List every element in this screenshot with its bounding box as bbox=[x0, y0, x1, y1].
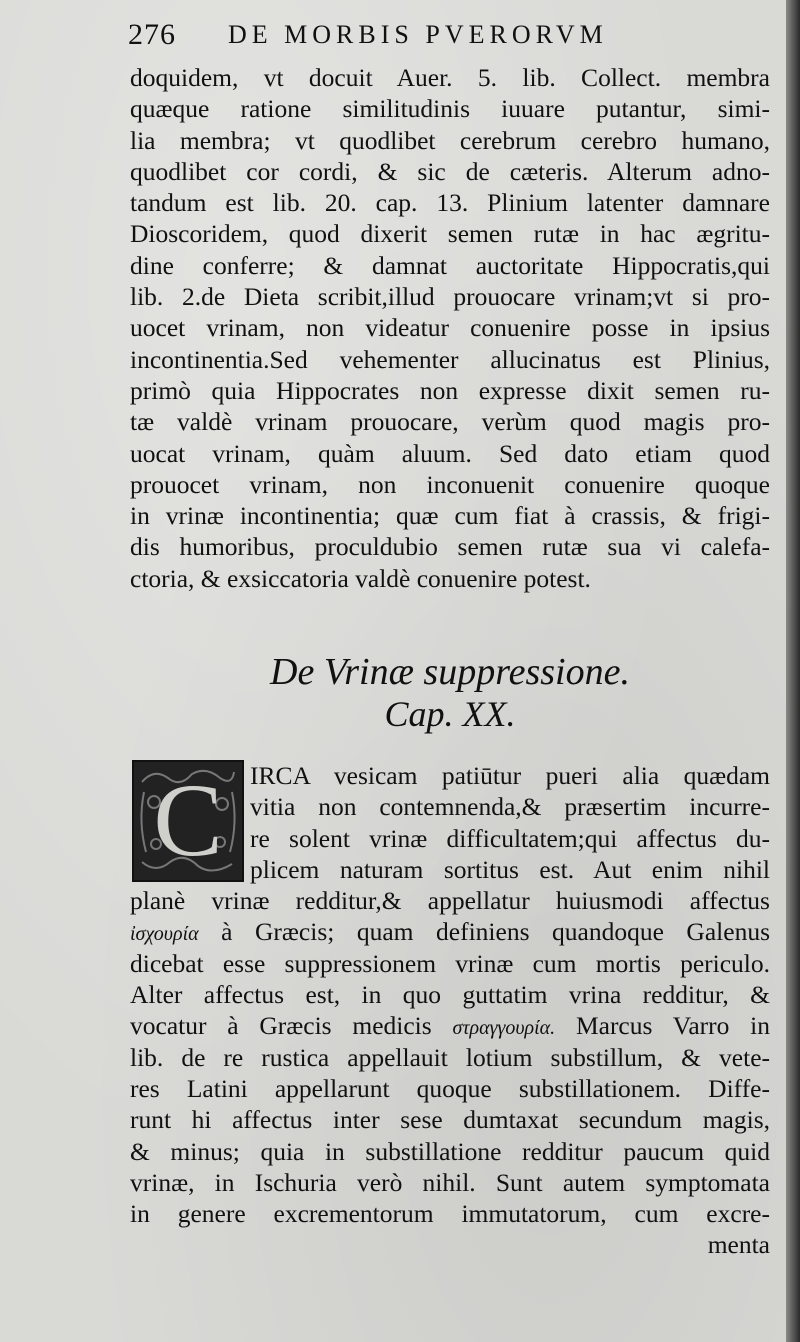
text-line: Alter affectus est, in quo guttatim vrina redditur, & bbox=[130, 980, 770, 1010]
text-line: in genere excrementorum immutatorum, cum excre- bbox=[130, 1199, 770, 1229]
text-line: tæ valdè vrinam prouocare, verùm quod magis pro- bbox=[130, 407, 770, 437]
text-segment: vocatur à Græcis medicis bbox=[130, 1011, 453, 1041]
initial-letter: C bbox=[153, 763, 223, 878]
text-line: vitia non contemnenda,& præsertim incurre- bbox=[250, 792, 770, 822]
text-line: lib. 2.de Dieta scribit,illud prouocare vrinam;vt si pro- bbox=[130, 282, 770, 312]
text-line: res Latini appellarunt quoque substillationem. Diffe- bbox=[130, 1073, 770, 1103]
page-header bbox=[128, 18, 728, 58]
text-line: lia membra; vt quodlibet cerebrum cerebro humano, bbox=[130, 125, 770, 155]
text-line: incontinentia.Sed vehementer allucinatus est Plinius, bbox=[130, 344, 770, 374]
text-line: re solent vrinæ difficultatem;qui affectus du- bbox=[250, 823, 770, 853]
chapter-title: De Vrinæ suppressione. bbox=[270, 651, 630, 693]
text-line: planè vrinæ redditur,& appellatur huiusmodi affectus bbox=[130, 886, 770, 916]
text-segment: Marcus Varro in bbox=[555, 1011, 770, 1041]
text-line: primò quia Hippocrates non expresse dixit semen ru- bbox=[130, 375, 770, 405]
catchword: menta bbox=[707, 1230, 770, 1260]
greek-term: στραγγουρία. bbox=[452, 1017, 556, 1040]
text-line: uocat vrinam, quàm aluum. Sed dato etiam quod bbox=[130, 438, 770, 468]
running-head: DE MORBIS PVERORVM bbox=[228, 20, 608, 49]
text-line: vrinæ, in Ischuria verò nihil. Sunt autem symptomata bbox=[130, 1167, 770, 1197]
text-line: IRCA vesicam patiūtur pueri alia quædam bbox=[250, 761, 770, 790]
chapter-body bbox=[130, 760, 770, 1261]
text-line: & minus; quia in substillatione redditur paucum quid bbox=[130, 1136, 770, 1166]
text-line: dine conferre; & damnat auctoritate Hippocratis,qui bbox=[130, 250, 770, 280]
paragraph-continuation bbox=[130, 62, 770, 594]
text-line: quæque ratione similitudinis iuuare putantur, simi- bbox=[130, 94, 770, 124]
text-line: runt hi affectus inter sese dumtaxat secundum magis, bbox=[130, 1105, 770, 1135]
text-line: tandum est lib. 20. cap. 13. Plinium latenter damnare bbox=[130, 188, 770, 218]
chapter-number: Cap. XX. bbox=[384, 694, 516, 734]
text-line: lib. de re rustica appellauit lotium substillum, & vete- bbox=[130, 1042, 770, 1072]
text-line: doquidem, vt docuit Auer. 5. lib. Collect. membra bbox=[130, 63, 770, 92]
text-line: ctoria, & exsiccatoria valdè conuenire potest. bbox=[130, 563, 591, 593]
page-number: 276 bbox=[128, 18, 176, 51]
greek-term: ἰσχουρία bbox=[130, 923, 199, 946]
text-line: plicem naturam sortitus est. Aut enim nihil bbox=[250, 854, 770, 884]
page-edge-shadow bbox=[786, 0, 800, 1342]
text-line: quodlibet cor cordi, & sic de cæteris. Alterum adno- bbox=[130, 156, 770, 186]
text-line: in vrinæ incontinentia; quæ cum fiat à crassis, & frigi- bbox=[130, 501, 770, 531]
text-line bbox=[130, 916, 770, 947]
text-line: prouocet vrinam, non inconuenit conuenire quoque bbox=[130, 469, 770, 499]
text-line: Dioscoridem, quod dixerit semen rutæ in hac ægritu- bbox=[130, 219, 770, 249]
text-segment: à Græcis; quam definiens quandoque Galenus bbox=[198, 917, 770, 947]
text-line: dicebat esse suppressionem vrinæ cum mortis periculo. bbox=[130, 948, 770, 978]
text-line: uocet vrinam, non videatur conuenire posse in ipsius bbox=[130, 313, 770, 343]
text-line bbox=[130, 1010, 770, 1041]
text-line: dis humoribus, proculdubio semen rutæ sua vi calefa- bbox=[130, 532, 770, 562]
